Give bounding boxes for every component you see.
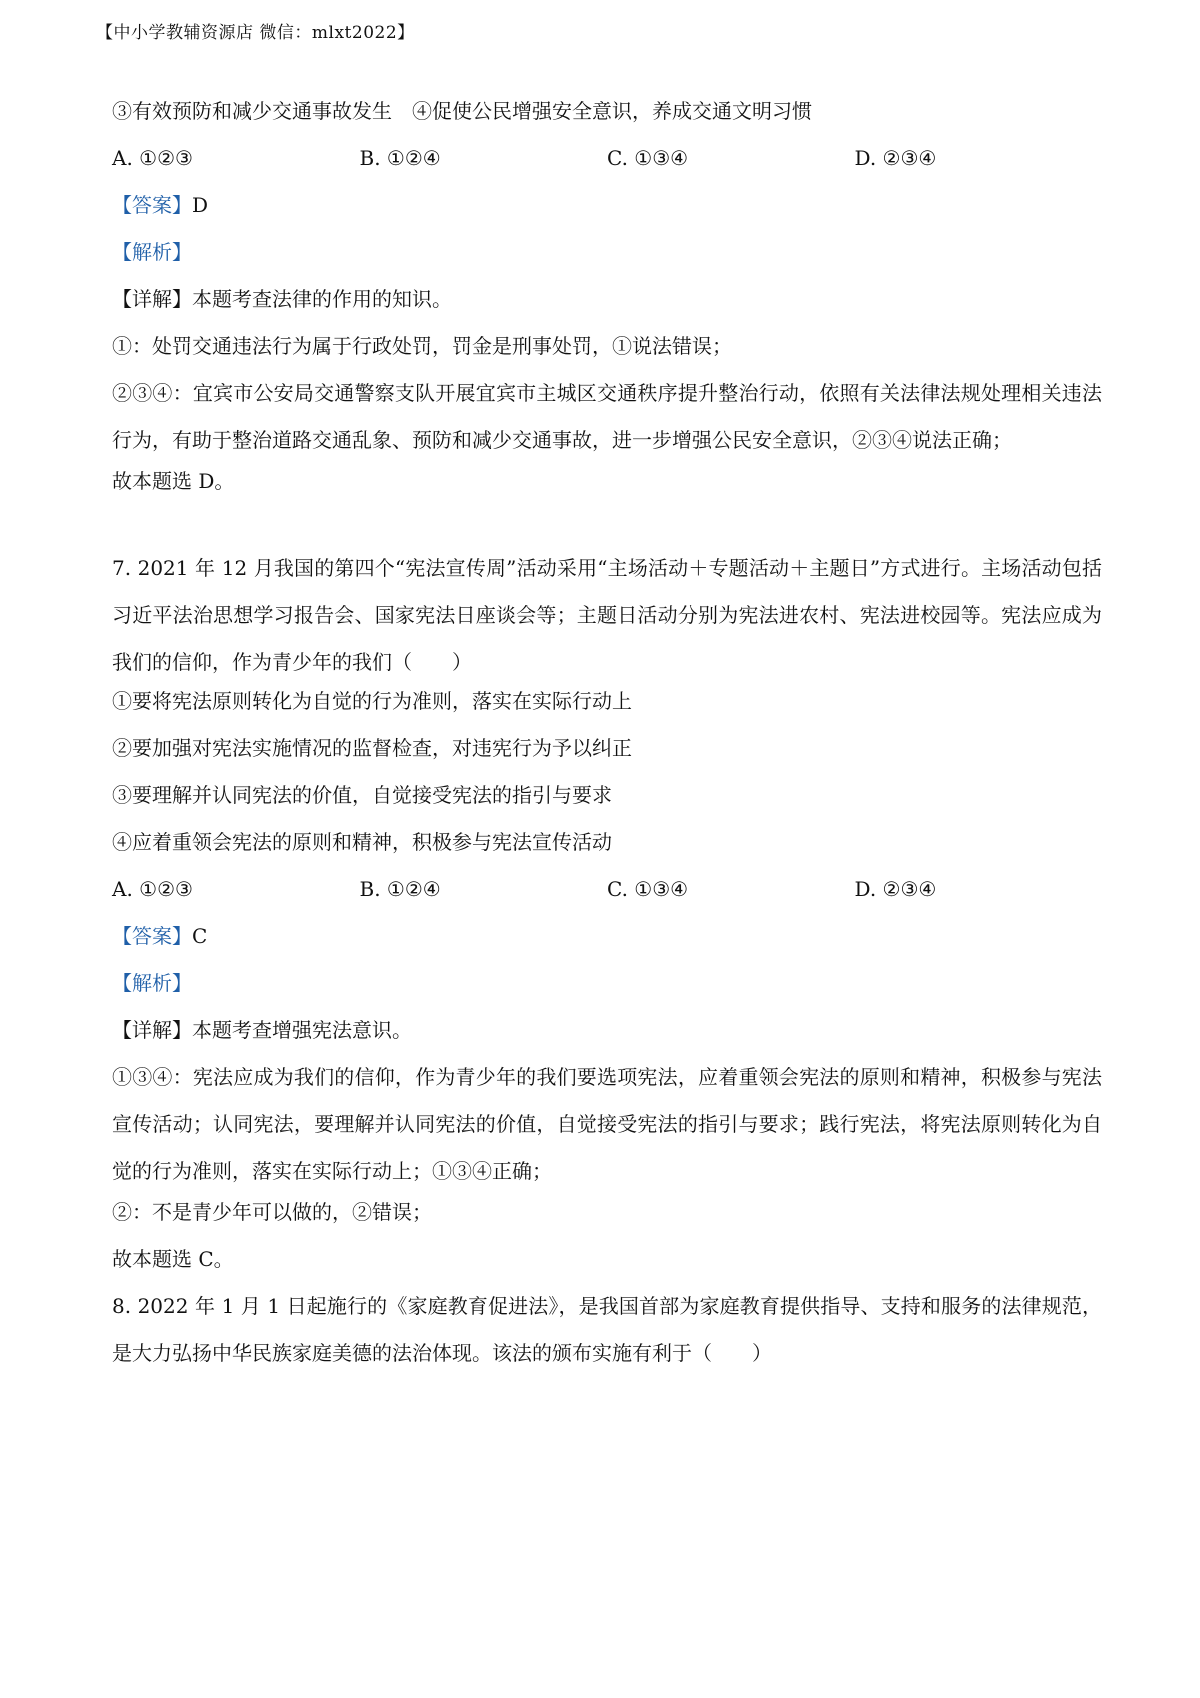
q6-option-b: B. ①②④ [359,146,441,170]
q7-statement-4: ④应着重领会宪法的原则和精神，积极参与宪法宣传活动 [112,830,612,854]
q7-options [112,874,1102,904]
q7-analysis-tag: 【解析】 [112,971,192,995]
q6-detail: 【详解】本题考查法律的作用的知识。 [112,287,452,311]
q6-answer-value: D [192,193,209,217]
q6-option-d: D. ②③④ [854,146,937,170]
q7-option-c: C. ①③④ [607,877,689,901]
q7-statement-1: ①要将宪法原则转化为自觉的行为准则，落实在实际行动上 [112,689,632,713]
q7-detail: 【详解】本题考查增强宪法意识。 [112,1018,412,1042]
q6-analysis-tag: 【解析】 [112,240,192,264]
q6-options [112,143,1102,173]
q6-option-a: A. ①②③ [112,146,193,170]
q7-answer [112,921,1102,951]
q7-conclusion: 故本题选 C。 [112,1247,234,1271]
q7-stem: 7. 2021 年 12 月我国的第四个“宪法宣传周”活动采用“主场活动＋专题活动＋主题日”方式进行。主场活动包括习近平法治思想学习报告会、国家宪法日座谈会等；主题日活动分别为宪法进农村、宪法进校园等。宪法应成为我们的信仰，作为青少年的我们（ ） [112,556,1102,674]
q7-point-1: ①③④：宪法应成为我们的信仰，作为青少年的我们要选项宪法，应着重领会宪法的原则和精神，积极参与宪法宣传活动；认同宪法，要理解并认同宪法的价值，自觉接受宪法的指引与要求；践行宪法，将宪法原则转化为自觉的行为准则，落实在实际行动上；①③④正确； [112,1065,1102,1183]
q7-answer-tag: 【答案】 [112,924,192,948]
q7-option-a: A. ①②③ [112,877,193,901]
q6-point-2: ②③④：宜宾市公安局交通警察支队开展宜宾市主城区交通秩序提升整治行动，依照有关法律法规处理相关违法行为，有助于整治道路交通乱象、预防和减少交通事故，进一步增强公民安全意识，②③④说法正确； [112,381,1102,452]
q7-statement-3: ③要理解并认同宪法的价值，自觉接受宪法的指引与要求 [112,783,612,807]
q7-option-b: B. ①②④ [359,877,441,901]
q6-statement-line: ③有效预防和减少交通事故发生 ④促使公民增强安全意识，养成交通文明习惯 [112,99,812,123]
header-note: 【中小学教辅资源店 微信：mlxt2022】 [96,23,415,43]
q7-point-2: ②：不是青少年可以做的，②错误； [112,1200,432,1224]
q6-conclusion: 故本题选 D。 [112,469,235,493]
page-content [112,96,1102,1377]
q7-option-d: D. ②③④ [854,877,937,901]
q8-stem: 8. 2022 年 1 月 1 日起施行的《家庭教育促进法》，是我国首部为家庭教育提供指导、支持和服务的法律规范，是大力弘扬中华民族家庭美德的法治体现。该法的颁布实施有利于（ ） [112,1294,1102,1365]
q6-point-1: ①：处罚交通违法行为属于行政处罚，罚金是刑事处罚，①说法错误； [112,334,732,358]
q6-option-c: C. ①③④ [607,146,689,170]
q6-answer-tag: 【答案】 [112,193,192,217]
q7-answer-value: C [192,924,208,948]
q6-answer [112,190,1102,220]
q7-statement-2: ②要加强对宪法实施情况的监督检查，对违宪行为予以纠正 [112,736,632,760]
